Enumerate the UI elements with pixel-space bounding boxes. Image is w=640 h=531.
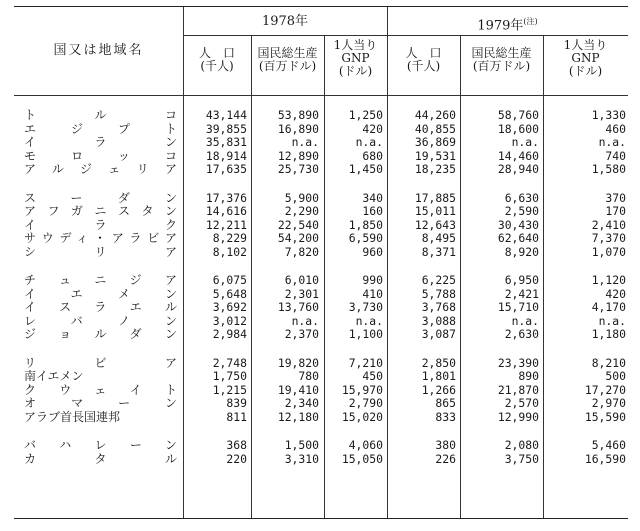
table-cell: 12,990 xyxy=(497,409,539,424)
table-cell: 12,211 xyxy=(205,217,247,232)
table-cell: 6,950 xyxy=(504,273,539,287)
table-cell: n.a. xyxy=(598,313,626,328)
table-cell: 14,616 xyxy=(205,204,247,219)
table-cell: 8,920 xyxy=(504,244,539,259)
table-cell: 1,330 xyxy=(591,108,626,122)
table-cell: 23,390 xyxy=(497,355,539,370)
table-cell: 3,088 xyxy=(421,313,456,328)
country-name: スーダン xyxy=(24,190,177,205)
table-cell: 30,430 xyxy=(497,217,539,232)
country-name: サウディ・アラビア xyxy=(24,231,177,246)
country-name: バハレーン xyxy=(24,438,177,452)
table-cell: 740 xyxy=(605,148,626,163)
table-cell: 340 xyxy=(362,190,383,205)
table-cell: 2,748 xyxy=(212,355,247,370)
table-cell: 40,855 xyxy=(414,121,456,136)
table-cell: 2,301 xyxy=(284,286,319,301)
table-cell: 22,540 xyxy=(277,217,319,232)
year-1979-note: (注) xyxy=(523,17,538,26)
table-cell: 2,370 xyxy=(284,327,319,342)
table-cell: 18,914 xyxy=(205,148,247,163)
table-cell: 2,590 xyxy=(504,204,539,219)
table-cell: 18,600 xyxy=(497,121,539,136)
table-cell: 960 xyxy=(362,244,383,259)
table-cell: 4,060 xyxy=(348,438,383,452)
table-cell: 15,011 xyxy=(414,204,456,219)
table-cell: 44,260 xyxy=(414,108,456,122)
table-cell: 380 xyxy=(435,438,456,452)
table-cell: 5,648 xyxy=(212,286,247,301)
table-cell: 8,371 xyxy=(421,244,456,259)
table-cell: 450 xyxy=(362,369,383,384)
table-cell: 3,750 xyxy=(504,451,539,466)
country-name: リビア xyxy=(24,355,177,370)
table-cell: 8,102 xyxy=(212,244,247,259)
country-name: トルコ xyxy=(24,108,177,122)
table-cell: 3,012 xyxy=(212,313,247,328)
gnp-per-capita-1979-header: 1人当り GNP (ドル) xyxy=(563,38,608,78)
column-divider xyxy=(460,35,461,518)
table-cell: 18,235 xyxy=(414,162,456,177)
table-cell: 16,890 xyxy=(277,121,319,136)
table-cell: 17,270 xyxy=(584,382,626,397)
table-cell: 14,460 xyxy=(497,148,539,163)
table-cell: 3,087 xyxy=(421,327,456,342)
table-cell: 2,970 xyxy=(591,396,626,411)
table-cell: n.a. xyxy=(511,135,539,150)
table-cell: 220 xyxy=(226,451,247,466)
country-name: エジプト xyxy=(24,121,177,136)
population-1978-header: 人 口 (千人) xyxy=(198,46,235,73)
table-cell: n.a. xyxy=(355,313,383,328)
table-cell: 370 xyxy=(605,190,626,205)
table-cell: 7,210 xyxy=(348,355,383,370)
table-cell: 1,120 xyxy=(591,273,626,287)
country-name: アフガニスタン xyxy=(24,204,177,219)
table-cell: 5,460 xyxy=(591,438,626,452)
table-cell: 368 xyxy=(226,438,247,452)
table-cell: 170 xyxy=(605,204,626,219)
table-cell: 16,590 xyxy=(584,451,626,466)
population-1979-header: 人 口 (千人) xyxy=(405,46,442,73)
table-cell: 2,410 xyxy=(591,217,626,232)
table-cell: 7,820 xyxy=(284,244,319,259)
table-cell: 680 xyxy=(362,148,383,163)
table-cell: 17,635 xyxy=(205,162,247,177)
table-cell: 17,376 xyxy=(205,190,247,205)
country-name: クウェイト xyxy=(24,382,177,397)
header-divider xyxy=(14,95,628,96)
table-cell: 2,630 xyxy=(504,327,539,342)
table-cell: 53,890 xyxy=(277,108,319,122)
table-cell: 3,768 xyxy=(421,300,456,315)
country-name: イラン xyxy=(24,135,177,150)
table-cell: 2,850 xyxy=(421,355,456,370)
table-cell: 865 xyxy=(435,396,456,411)
table-cell: 35,831 xyxy=(205,135,247,150)
table-cell: 890 xyxy=(518,369,539,384)
table-cell: 19,820 xyxy=(277,355,319,370)
statistics-table xyxy=(14,6,628,519)
table-cell: 12,180 xyxy=(277,409,319,424)
table-cell: 6,075 xyxy=(212,273,247,287)
table-cell: 460 xyxy=(605,121,626,136)
table-cell: 6,630 xyxy=(504,190,539,205)
table-cell: 12,643 xyxy=(414,217,456,232)
table-cell: 1,266 xyxy=(421,382,456,397)
table-cell: 420 xyxy=(605,286,626,301)
country-name: チュニジア xyxy=(24,273,177,287)
country-name: シリア xyxy=(24,244,177,259)
header-divider xyxy=(183,35,628,36)
table-cell: 6,010 xyxy=(284,273,319,287)
table-cell: 780 xyxy=(298,369,319,384)
column-divider xyxy=(251,35,252,518)
country-column-header: 国又は地域名 xyxy=(53,43,144,58)
country-name: ジョルダン xyxy=(24,327,177,342)
table-cell: 2,790 xyxy=(348,396,383,411)
table-cell: 39,855 xyxy=(205,121,247,136)
table-cell: 811 xyxy=(226,409,247,424)
table-cell: 839 xyxy=(226,396,247,411)
table-cell: 1,500 xyxy=(284,438,319,452)
table-cell: 5,900 xyxy=(284,190,319,205)
column-divider xyxy=(324,35,325,518)
table-cell: 1,850 xyxy=(348,217,383,232)
country-name: イラク xyxy=(24,217,177,232)
table-cell: 160 xyxy=(362,204,383,219)
table-cell: 19,410 xyxy=(277,382,319,397)
column-divider xyxy=(543,35,544,518)
table-cell: 12,890 xyxy=(277,148,319,163)
gnp-1979-header: 国民総生産 (百万ドル) xyxy=(471,46,532,73)
table-cell: 2,340 xyxy=(284,396,319,411)
table-cell: 15,710 xyxy=(497,300,539,315)
table-cell: 1,250 xyxy=(348,108,383,122)
table-cell: n.a. xyxy=(291,135,319,150)
country-name: アルジェリア xyxy=(24,162,177,177)
table-cell: 410 xyxy=(362,286,383,301)
table-cell: 8,210 xyxy=(591,355,626,370)
table-cell: 500 xyxy=(605,369,626,384)
table-cell: 17,885 xyxy=(414,190,456,205)
table-cell: 990 xyxy=(362,273,383,287)
table-cell: 43,144 xyxy=(205,108,247,122)
table-cell: 15,970 xyxy=(341,382,383,397)
table-cell: 833 xyxy=(435,409,456,424)
table-cell: 54,200 xyxy=(277,231,319,246)
country-name: イスラエル xyxy=(24,300,177,315)
table-cell: 21,870 xyxy=(497,382,539,397)
year-1979-header xyxy=(387,14,628,33)
column-divider xyxy=(183,7,184,518)
table-cell: 15,050 xyxy=(341,451,383,466)
table-cell: 2,080 xyxy=(504,438,539,452)
table-cell: 58,760 xyxy=(497,108,539,122)
table-cell: 36,869 xyxy=(414,135,456,150)
gnp-1978-header: 国民総生産 (百万ドル) xyxy=(257,46,318,73)
table-cell: 15,590 xyxy=(584,409,626,424)
table-cell: 1,450 xyxy=(348,162,383,177)
country-name: オマーン xyxy=(24,396,177,411)
country-name: 南イエメン xyxy=(24,369,84,384)
year-1978-header: 1978年 xyxy=(261,14,309,29)
year-1979-label: 1979年 xyxy=(477,18,524,34)
table-cell: 1,100 xyxy=(348,327,383,342)
table-cell: 8,495 xyxy=(421,231,456,246)
country-name: レバノン xyxy=(24,313,177,328)
table-cell: 2,290 xyxy=(284,204,319,219)
gnp-per-capita-1978-header: 1人当り GNP (ドル) xyxy=(333,38,378,78)
table-cell: 3,730 xyxy=(348,300,383,315)
table-cell: 1,070 xyxy=(591,244,626,259)
table-cell: n.a. xyxy=(598,135,626,150)
table-cell: 6,590 xyxy=(348,231,383,246)
table-cell: 2,421 xyxy=(504,286,539,301)
country-name: モロッコ xyxy=(24,148,177,163)
table-cell: 420 xyxy=(362,121,383,136)
table-cell: n.a. xyxy=(355,135,383,150)
table-cell: n.a. xyxy=(511,313,539,328)
table-cell: 1,215 xyxy=(212,382,247,397)
table-cell: 15,020 xyxy=(341,409,383,424)
table-cell: 2,984 xyxy=(212,327,247,342)
table-cell: 13,760 xyxy=(277,300,319,315)
country-name: アラブ首長国連邦 xyxy=(24,409,121,424)
table-cell: 6,225 xyxy=(421,273,456,287)
table-cell: 1,180 xyxy=(591,327,626,342)
table-cell: 62,640 xyxy=(497,231,539,246)
table-cell: 3,310 xyxy=(284,451,319,466)
table-cell: 8,229 xyxy=(212,231,247,246)
table-cell: 25,730 xyxy=(277,162,319,177)
table-cell: 1,750 xyxy=(212,369,247,384)
table-cell: 2,570 xyxy=(504,396,539,411)
table-cell: 1,801 xyxy=(421,369,456,384)
table-cell: 3,692 xyxy=(212,300,247,315)
table-cell: 5,788 xyxy=(421,286,456,301)
table-cell: 19,531 xyxy=(414,148,456,163)
table-cell: n.a. xyxy=(291,313,319,328)
table-cell: 226 xyxy=(435,451,456,466)
column-divider xyxy=(387,7,388,518)
table-cell: 7,370 xyxy=(591,231,626,246)
country-name: カタル xyxy=(24,451,177,466)
table-cell: 28,940 xyxy=(497,162,539,177)
country-name: イエメン xyxy=(24,286,177,301)
table-cell: 1,580 xyxy=(591,162,626,177)
table-cell: 4,170 xyxy=(591,300,626,315)
